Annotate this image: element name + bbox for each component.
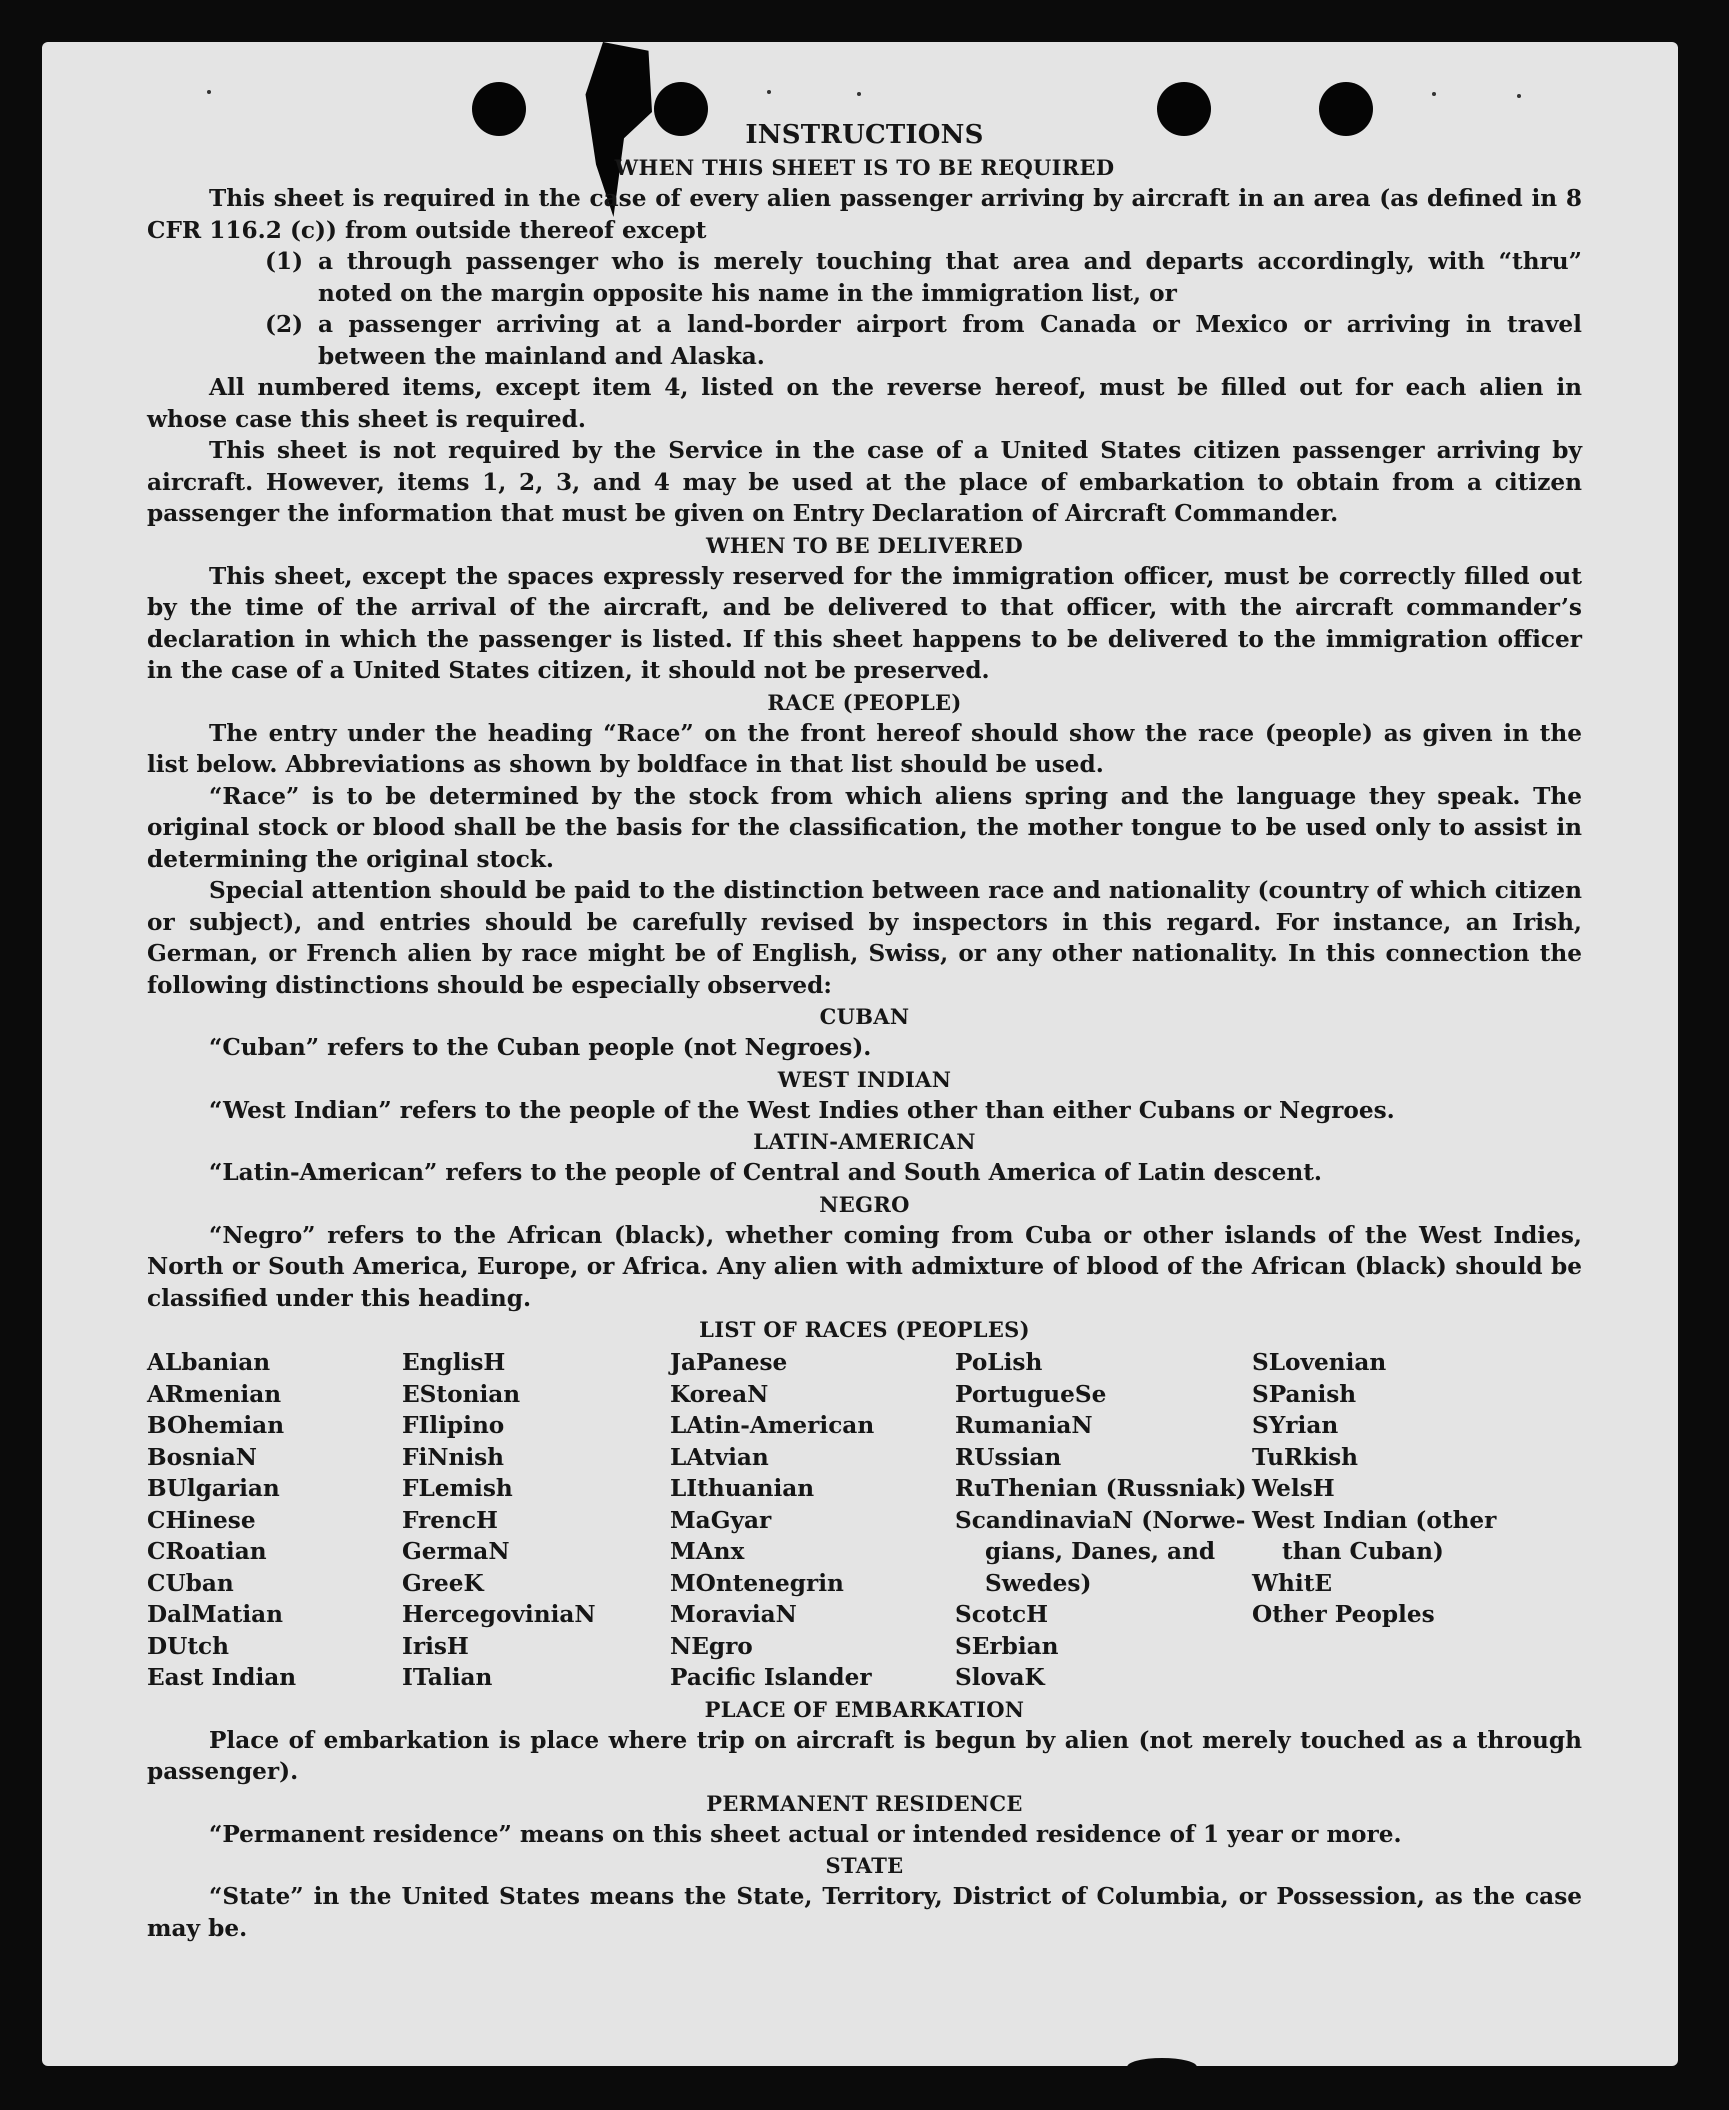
page-title: INSTRUCTIONS (745, 120, 984, 150)
race-entry: MaGyar (670, 1506, 772, 1534)
race-entry: NEgro (670, 1632, 753, 1660)
race-column (1252, 1347, 1582, 1694)
paragraph: This sheet, except the spaces expressly reserved for the immigration officer, must be correctly filled out by the time of the arrival of the aircraft, and be delivered to that officer, with the aircraft commander’s declaration in which the passenger is listed. If this sheet happens to be delivered to the immigration officer in the case of a United States citizen, it should not be preserved. (147, 562, 1582, 684)
race-entry: Other Peoples (1252, 1601, 1435, 1628)
race-entry: KoreaN (670, 1380, 769, 1408)
race-entry: East Indian (147, 1664, 297, 1691)
race-entry: gians, Danes, and (985, 1538, 1216, 1565)
race-entry: CRoatian (147, 1538, 267, 1565)
race-entry: ScotcH (955, 1601, 1049, 1628)
race-entry: ScandinaviaN (Norwe- (955, 1506, 1246, 1534)
race-entry: FrencH (402, 1506, 498, 1534)
race-entry: EnglisH (402, 1349, 506, 1376)
paragraph: This sheet is required in the case of every alien passenger arriving by aircraft in an area (as defined in 8 CFR 116.2 (c)) from outside thereof except (147, 185, 1582, 244)
race-entry: DUtch (147, 1632, 230, 1660)
race-entry: FIlipino (402, 1412, 505, 1439)
paragraph: “Latin-American” refers to the people of Central and South America of Latin descent. (209, 1159, 1322, 1186)
race-entry: SErbian (955, 1632, 1059, 1660)
race-entry: ITalian (402, 1664, 493, 1691)
race-entry: LAtin-American (670, 1412, 875, 1439)
race-entry: RumaniaN (955, 1412, 1093, 1439)
race-entry: JaPanese (670, 1349, 788, 1376)
section-heading-required: WHEN THIS SHEET IS TO BE REQUIRED (614, 155, 1115, 180)
instructions-content (147, 118, 1582, 1944)
race-entry: WelsH (1252, 1475, 1335, 1502)
race-column (955, 1347, 1252, 1694)
race-entry: GreeK (402, 1569, 484, 1597)
race-entry: PoLish (955, 1349, 1043, 1376)
race-entry: Pacific Islander (670, 1664, 872, 1691)
race-entry: FLemish (402, 1475, 513, 1502)
race-entry: MOntenegrin (670, 1569, 844, 1597)
race-entry: SPanish (1252, 1380, 1357, 1408)
race-entry: WhitE (1252, 1569, 1333, 1597)
section-heading-west-indian: WEST INDIAN (777, 1066, 952, 1092)
paragraph: “West Indian” refers to the people of the West Indies other than either Cubans or Negroes. (209, 1096, 1395, 1124)
section-heading-latin-american: LATIN-AMERICAN (753, 1129, 976, 1154)
paragraph: “Negro” refers to the African (black), whether coming from Cuba or other islands of the West Indies, North or South America, Europe, or Africa. Any alien with admixture of blood of the African (black) should be classified under this heading. (147, 1221, 1582, 1312)
race-entry: CUban (147, 1569, 234, 1597)
item-number: (1) (265, 248, 304, 275)
list-item (147, 309, 1582, 372)
document-page (42, 42, 1678, 2066)
paragraph: “Cuban” refers to the Cuban people (not Negroes). (209, 1034, 872, 1061)
race-column (402, 1347, 670, 1694)
list-item (147, 246, 1582, 309)
race-entry: MoraviaN (670, 1601, 797, 1628)
paragraph: All numbered items, except item 4, listed on the reverse hereof, must be filled out for each alien in whose case this sheet is required. (147, 374, 1582, 433)
race-entry: SlovaK (955, 1664, 1045, 1691)
paragraph: “State” in the United States means the State, Territory, District of Columbia, or Possession, as the case may be. (147, 1883, 1582, 1942)
race-entry: IrisH (402, 1632, 469, 1660)
page-notch (1127, 2058, 1197, 2066)
race-column (670, 1347, 955, 1694)
section-heading-permanent-residence: PERMANENT RESIDENCE (706, 1790, 1023, 1816)
section-heading-list-of-races: LIST OF RACES (PEOPLES) (699, 1317, 1030, 1342)
paragraph: This sheet is not required by the Service in the case of a United States citizen passenger arriving by aircraft. However, items 1, 2, 3, and 4 may be used at the place of embarkation to obtain from a citizen passenger the information that must be given on Entry Declaration of Aircraft Commander. (147, 437, 1582, 527)
race-entry: LAtvian (670, 1443, 769, 1471)
speck (767, 90, 771, 94)
race-entry: SLovenian (1252, 1349, 1387, 1376)
race-entry: ARmenian (147, 1380, 282, 1408)
section-heading-race: RACE (PEOPLE) (767, 689, 962, 715)
race-entry: DalMatian (147, 1601, 284, 1628)
section-heading-negro: NEGRO (819, 1191, 910, 1217)
race-column (147, 1347, 402, 1694)
paragraph: Place of embarkation is place where trip on aircraft is begun by alien (not merely touched as a through passenger). (147, 1726, 1582, 1785)
race-entry: TuRkish (1252, 1443, 1359, 1471)
paragraph: “Race” is to be determined by the stock from which aliens spring and the language they speak. The original stock or blood shall be the basis for the classification, the mother tongue to be used only to assist in determining the original stock. (147, 782, 1582, 873)
paragraph: The entry under the heading “Race” on the front hereof should show the race (people) as given in the list below. Abbreviations as shown by boldface in that list should be used. (147, 719, 1582, 778)
race-entry: SYrian (1252, 1412, 1339, 1439)
race-entry: BUlgarian (147, 1475, 280, 1502)
race-entry: West Indian (other (1252, 1506, 1497, 1534)
race-entry: MAnx (670, 1538, 745, 1565)
race-list (147, 1347, 1582, 1694)
paragraph: “Permanent residence” means on this sheet actual or intended residence of 1 year or more. (209, 1820, 1402, 1848)
race-entry: CHinese (147, 1506, 256, 1534)
race-entry: RUssian (955, 1443, 1062, 1471)
item-text: a passenger arriving at a land-border airport from Canada or Mexico or arriving in travel between the mainland and Alaska. (318, 311, 1582, 370)
section-heading-embarkation: PLACE OF EMBARKATION (704, 1696, 1025, 1722)
paragraph: Special attention should be paid to the distinction between race and nationality (country of which citizen or subject), and entries should be carefully revised by inspectors in this regard. For instance, an Irish, German, or French alien by race might be of English, Swiss, or any other nationality. In this connection the following distinctions should be especially observed: (147, 877, 1582, 999)
speck (1517, 94, 1521, 98)
race-entry: BosniaN (147, 1443, 258, 1471)
race-entry: EStonian (402, 1380, 521, 1408)
race-entry: BOhemian (147, 1412, 285, 1439)
section-heading-cuban: CUBAN (819, 1004, 910, 1029)
speck (857, 92, 861, 96)
race-entry: RuThenian (Russniak) (955, 1475, 1247, 1502)
race-entry: than Cuban) (1282, 1538, 1444, 1565)
race-entry: LIthuanian (670, 1475, 815, 1502)
item-number: (2) (265, 311, 304, 338)
speck (207, 90, 211, 94)
race-entry: HercegoviniaN (402, 1601, 596, 1628)
section-heading-delivered: WHEN TO BE DELIVERED (705, 532, 1023, 558)
race-entry: GermaN (402, 1538, 510, 1565)
race-entry: ALbanian (147, 1349, 271, 1376)
section-heading-state: STATE (825, 1853, 904, 1878)
item-text: a through passenger who is merely touching that area and departs accordingly, with “thru” noted on the margin opposite his name in the immigration list, or (318, 248, 1582, 307)
speck (1432, 92, 1436, 96)
race-entry: PortugueSe (955, 1380, 1107, 1408)
race-entry: Swedes) (985, 1569, 1092, 1597)
race-entry: FiNnish (402, 1443, 505, 1471)
